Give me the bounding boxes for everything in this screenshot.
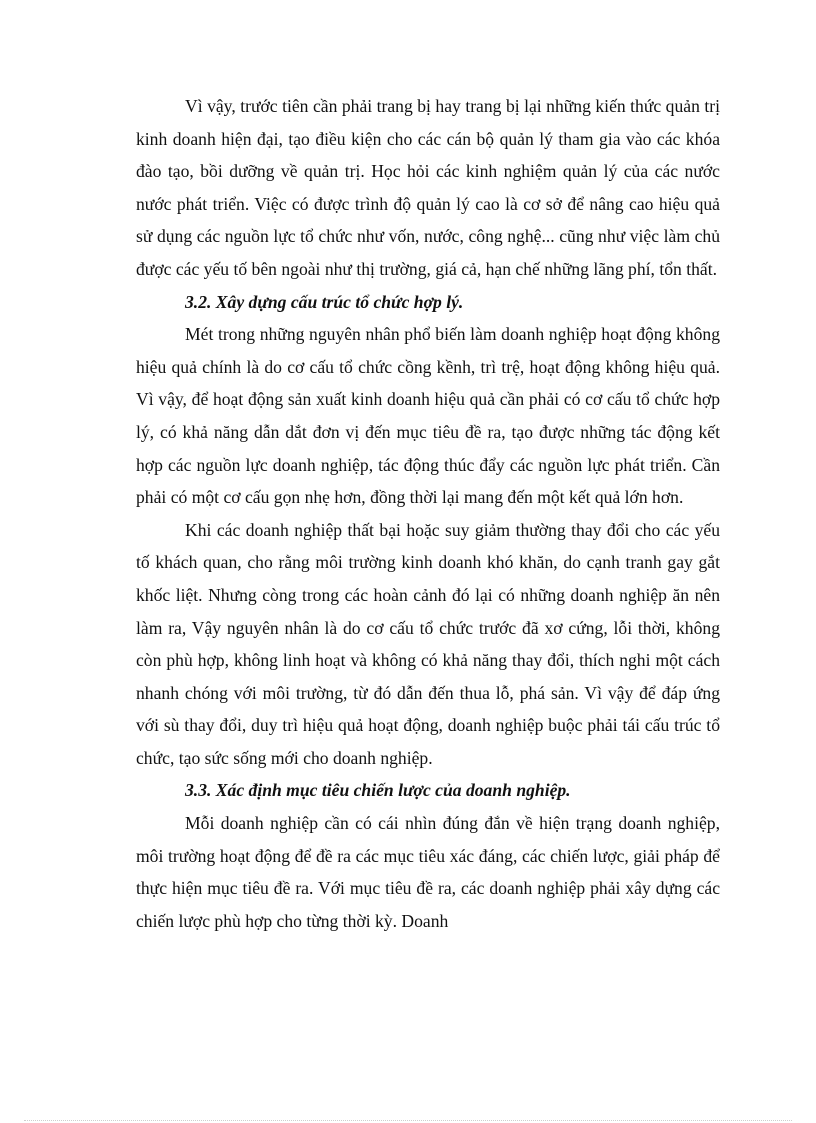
paragraph-structure-2: Khi các doanh nghiệp thất bại hoặc suy giảm thường thay đổi cho các yếu tố khách quan, cho rằng môi trường kinh doanh khó khăn, do cạnh tranh gay gắt khốc liệt. Nhưng còng trong các hoàn cảnh đó lại có những doanh nghiệp ăn nên làm ra, Vậy nguyên nhân là do cơ cấu tổ chức trước đã xơ cứng, lỗi thời, không còn phù hợp, không linh hoạt và không có khả năng thay đổi, thích nghi một cách nhanh chóng với môi trường, từ đó dẫn đến thua lỗ, phá sản. Vì vậy để đáp ứng với sù thay đổi, duy trì hiệu quả hoạt động, doanh nghiệp buộc phải tái cấu trúc tổ chức, tạo sức sống mới cho doanh nghiệp. [136, 519, 720, 768]
paragraph-strategy: Mỗi doanh nghiệp cần có cái nhìn đúng đắn về hiện trạng doanh nghiệp, môi trường hoạt động để đề ra các mục tiêu xác đáng, các chiến lược, giải pháp để thực hiện mục tiêu đề ra. Với mục tiêu đề ra, các doanh nghiệp phải xây dựng các chiến lược phù hợp cho từng thời kỳ. Doanh [136, 813, 720, 931]
paragraph-structure-1: Mét trong những nguyên nhân phổ biến làm doanh nghiệp hoạt động không hiệu quả chính là do cơ cấu tổ chức cồng kềnh, trì trệ, hoạt động không hiệu quả. Vì vậy, để hoạt động sản xuất kinh doanh hiệu quả cần phải có cơ cấu tổ chức hợp lý, có khả năng dẫn dắt đơn vị đến mục tiêu đề ra, tạo được những tác động kết hợp các nguồn lực doanh nghiệp, tác động thúc đẩy các nguồn lực phát triển. Cần phải có một cơ cấu gọn nhẹ hơn, đồng thời lại mang đến một kết quả lớn hơn. [136, 324, 720, 508]
section-heading-3-3: 3.3. Xác định mục tiêu chiến lược của doanh nghiệp. [185, 780, 571, 801]
footer-divider [24, 1120, 792, 1121]
section-heading-3-2: 3.2. Xây dựng cấu trúc tổ chức hợp lý. [185, 291, 464, 312]
document-body [136, 90, 720, 937]
paragraph-intro: Vì vậy, trước tiên cần phải trang bị hay trang bị lại những kiến thức quản trị kinh doanh hiện đại, tạo điều kiện cho các cán bộ quản lý tham gia vào các khóa đào tạo, bồi dưỡng về quản trị. Học hỏi các kinh nghiệm quản lý của các nước nước phát triển. Việc có được trình độ quản lý cao là cơ sở để nâng cao hiệu quả sử dụng các nguồn lực tổ chức như vốn, nước, công nghệ... cũng như việc làm chủ được các yếu tố bên ngoài như thị trường, giá cả, hạn chế những lãng phí, tổn thất. [136, 96, 720, 279]
